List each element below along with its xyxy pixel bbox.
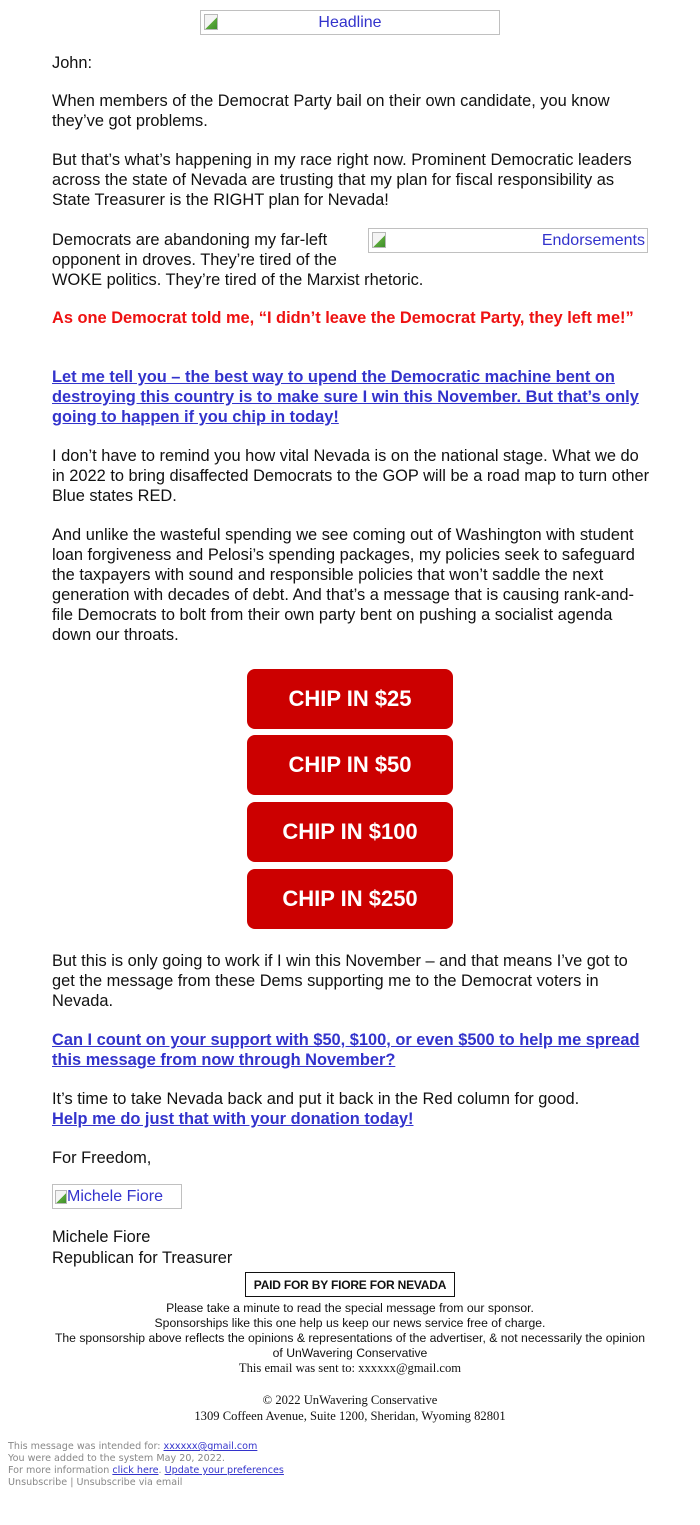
sent-to: This email was sent to: xxxxxx@gmail.com [238,1361,462,1375]
paragraph-3-content: Democrats are abandoning my far-left opponent in droves. They’re tired of the WOKE politics. They’re tired of the Marxist rhetoric. [52,231,424,289]
footer-more-info-label: For more information [8,1465,113,1476]
broken-image-icon [55,1190,67,1204]
cta-link-chip-in[interactable]: Let me tell you – the best way to upend the Democratic machine bent on destroying this country is to make sure I win this November. But that’s only going to happen if you chip in today! [52,368,639,426]
footer-intended [8,1441,257,1453]
paragraph-3 [52,230,652,290]
paragraph-5: And unlike the wasteful spending we see coming out of Washington with student loan forgiveness and Pelosi’s spending packages, my policies seek to safeguard the taxpayers with sound and responsible policies that won’t saddle the next generation with decades of debt. And that’s a message that is causing rank-and-file Democrats to bolt from their own party bent on pushing a socialist agenda down our throats. [52,526,635,644]
footer-unsubscribe [8,1477,182,1489]
paragraph-2: But that’s what’s happening in my race right now. Prominent Democratic leaders across the state of Nevada are trusting that my plan for fiscal responsibility as State Treasurer is the RIGHT plan for Nevada! [52,151,632,209]
address: 1309 Coffeen Avenue, Suite 1200, Sheridan, Wyoming 82801 [194,1409,506,1423]
unsubscribe-email-link[interactable]: Unsubscribe via email [76,1477,183,1488]
footer-email-link[interactable]: xxxxxx@gmail.com [163,1441,258,1452]
sponsor-line-1: Please take a minute to read the special message from our sponsor. [166,1301,534,1315]
signer-title: Republican for Treasurer [52,1249,233,1267]
signature-image [52,1184,182,1209]
paid-for-disclaimer: PAID FOR BY FIORE FOR NEVADA [245,1272,455,1297]
float-spacer [362,230,652,270]
chip-in-100-button[interactable]: CHIP IN $100 [247,802,453,862]
chip-in-25-button[interactable]: CHIP IN $25 [247,669,453,729]
signer-name: Michele Fiore [52,1228,151,1246]
sponsor-line-3: The sponsorship above reflects the opinions & representations of the advertiser, & not necessarily the opinion [54,1331,646,1345]
footer-separator: . [158,1465,165,1476]
greeting: John: [52,54,93,72]
cta-paragraph-1 [52,367,652,427]
paragraph-4: I don’t have to remind you how vital Nevada is on the national stage. What we do in 2022 to bring disaffected Democrats to the GOP will be a road map to turn other Blue states RED. [52,447,650,505]
endorsements-image-alt: Endorsements [541,231,645,249]
signature-image-alt: Michele Fiore [67,1187,164,1205]
sponsor-line-4: of UnWavering Conservative [272,1346,428,1360]
paragraph-1: When members of the Democrat Party bail on their own candidate, you know they’ve got problems. [52,92,610,130]
sponsor-line-2: Sponsorships like this one help us keep our news service free of charge. [154,1316,546,1330]
broken-image-icon [204,14,218,30]
paragraph-7 [52,1089,652,1129]
chip-in-50-button[interactable]: CHIP IN $50 [247,735,453,795]
chip-in-250-button[interactable]: CHIP IN $250 [247,869,453,929]
footer-more-info [8,1465,284,1477]
footer-added: You were added to the system May 20, 2022. [8,1453,225,1464]
footer-pipe: | [67,1477,77,1488]
footer-intended-label: This message was intended for: [8,1441,164,1452]
cta-paragraph-2 [52,1030,652,1070]
headline-image-alt: Headline [318,13,382,31]
unsubscribe-link[interactable]: Unsubscribe [8,1477,68,1488]
paragraph-3-text [52,230,652,290]
update-preferences-link[interactable]: Update your preferences [164,1465,284,1476]
paragraph-6: But this is only going to work if I win this November – and that means I’ve got to get the message from these Dems supporting me to the Democrat voters in Nevada. [52,952,628,1010]
cta-link-support[interactable]: Can I count on your support with $50, $100, or even $500 to help me spread this message from now through November? [52,1031,640,1069]
copyright: © 2022 UnWavering Conservative [262,1393,438,1407]
signoff: For Freedom, [52,1149,152,1167]
headline-image [200,10,500,35]
click-here-link[interactable]: click here [112,1465,159,1476]
quote: As one Democrat told me, “I didn’t leave the Democrat Party, they left me!” [52,309,634,327]
paragraph-7-text: It’s time to take Nevada back and put it back in the Red column for good. [52,1090,580,1108]
cta-link-donate[interactable]: Help me do just that with your donation today! [52,1110,414,1128]
